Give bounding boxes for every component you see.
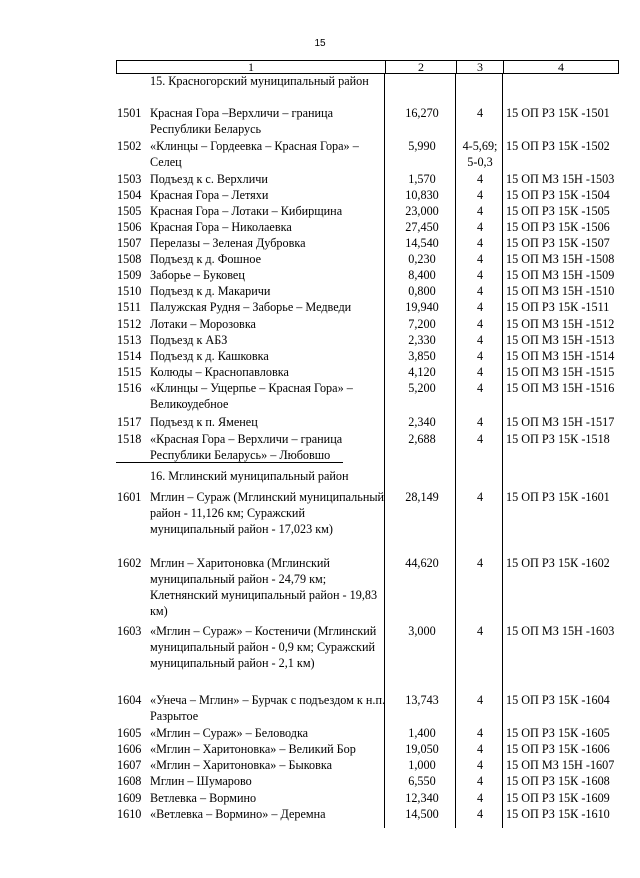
road-number: 1608	[117, 774, 142, 788]
road-code: 15 ОП МЗ 15Н -1607	[506, 758, 615, 772]
road-code: 15 ОП РЗ 15К -1506	[506, 220, 610, 234]
road-name: «Ветлевка – Вормино» – Деремна	[150, 807, 326, 821]
road-category: 4	[476, 172, 484, 186]
road-number: 1512	[117, 317, 142, 331]
road-length: 7,200	[408, 317, 436, 331]
road-name: Подъезд к д. Макаричи	[150, 284, 271, 298]
road-length: 5,200	[408, 381, 436, 395]
header-col-1: 1	[248, 60, 254, 74]
road-name: «Унеча – Мглин» – Бурчак с подъездом к н.п. Разрытое	[150, 693, 386, 723]
road-number: 1605	[117, 726, 142, 740]
road-category: 4	[476, 624, 484, 638]
road-name: Перелазы – Зеленая Дубровка	[150, 236, 306, 250]
road-number: 1607	[117, 758, 142, 772]
road-number: 1509	[117, 268, 142, 282]
road-length: 28,149	[405, 490, 439, 504]
page-number: 15	[314, 38, 326, 49]
road-length: 19,940	[405, 300, 439, 314]
road-length: 0,230	[408, 252, 436, 266]
road-code: 15 ОП РЗ 15К -1610	[506, 807, 610, 821]
road-category: 4	[476, 252, 484, 266]
header-col-4: 4	[558, 60, 564, 74]
road-number: 1513	[117, 333, 142, 347]
road-length: 1,570	[408, 172, 436, 186]
road-name: Красная Гора – Летяхи	[150, 188, 269, 202]
road-category: 4	[476, 220, 484, 234]
road-number: 1610	[117, 807, 142, 821]
road-length: 19,050	[405, 742, 439, 756]
road-name: Красная Гора – Николаевка	[150, 220, 292, 234]
road-number: 1517	[117, 415, 142, 429]
road-length: 44,620	[405, 556, 439, 570]
road-category: 4	[476, 333, 484, 347]
road-name: «Клинцы – Гордеевка – Красная Гора» – Селец	[150, 139, 359, 169]
section-title: 16. Мглинский муниципальный район	[150, 469, 349, 483]
road-category: 4	[476, 300, 484, 314]
road-category: 4	[476, 758, 484, 772]
road-length: 1,400	[408, 726, 436, 740]
road-code: 15 ОП РЗ 15К -1511	[506, 300, 610, 314]
road-category: 4	[476, 317, 484, 331]
road-code: 15 ОП РЗ 15К -1602	[506, 556, 610, 570]
road-category: 4	[476, 236, 484, 250]
road-number: 1514	[117, 349, 142, 363]
section-title: 15. Красногорский муниципальный район	[150, 74, 369, 88]
road-code: 15 ОП РЗ 15К -1504	[506, 188, 610, 202]
road-category: 4	[476, 791, 484, 805]
road-category: 4	[476, 349, 484, 363]
road-code: 15 ОП РЗ 15К -1502	[506, 139, 610, 153]
road-name: Палужская Рудня – Заборье – Медведи	[150, 300, 352, 314]
road-length: 23,000	[405, 204, 439, 218]
road-length: 3,000	[408, 624, 436, 638]
road-length: 16,270	[405, 106, 439, 120]
table-header	[116, 60, 619, 74]
road-code: 15 ОП РЗ 15К -1606	[506, 742, 610, 756]
road-name: Мглин – Шумарово	[150, 774, 252, 788]
road-category: 4-5,69; 5-0,3	[462, 139, 498, 169]
road-code: 15 ОП РЗ 15К -1505	[506, 204, 610, 218]
road-number: 1516	[117, 381, 142, 395]
road-code: 15 ОП МЗ 15Н -1503	[506, 172, 615, 186]
road-length: 1,000	[408, 758, 436, 772]
road-code: 15 ОП МЗ 15Н -1603	[506, 624, 615, 638]
road-code: 15 ОП МЗ 15Н -1516	[506, 381, 615, 395]
road-number: 1606	[117, 742, 142, 756]
road-code: 15 ОП МЗ 15Н -1508	[506, 252, 615, 266]
road-code: 15 ОП РЗ 15К -1605	[506, 726, 610, 740]
road-code: 15 ОП РЗ 15К -1608	[506, 774, 610, 788]
road-name: «Мглин – Сураж» – Костеничи (Мглинский муниципальный район - 0,9 км; Суражский муниципальный район - 2,1 км)	[150, 624, 377, 670]
road-category: 4	[476, 204, 484, 218]
road-number: 1504	[117, 188, 142, 202]
road-number: 1505	[117, 204, 142, 218]
road-name: Мглин – Харитоновка (Мглинский муниципальный район - 24,79 км; Клетнянский муниципальный район - 19,83 км)	[150, 556, 378, 618]
road-length: 6,550	[408, 774, 436, 788]
road-category: 4	[476, 693, 484, 707]
road-category: 4	[476, 774, 484, 788]
road-code: 15 ОП РЗ 15К -1507	[506, 236, 610, 250]
road-number: 1602	[117, 556, 142, 570]
road-code: 15 ОП МЗ 15Н -1512	[506, 317, 615, 331]
road-category: 4	[476, 188, 484, 202]
road-number: 1508	[117, 252, 142, 266]
road-code: 15 ОП МЗ 15Н -1513	[506, 333, 615, 347]
road-length: 2,330	[408, 333, 436, 347]
road-code: 15 ОП РЗ 15К -1604	[506, 693, 610, 707]
road-length: 10,830	[405, 188, 439, 202]
road-name: Лотаки – Морозовка	[150, 317, 256, 331]
road-name: Красная Гора –Верхличи – граница Республики Беларусь	[150, 106, 333, 136]
road-name: «Мглин – Харитоновка» – Великий Бор	[150, 742, 356, 756]
road-name: Подъезд к п. Яменец	[150, 415, 258, 429]
road-name: «Мглин – Сураж» – Беловодка	[150, 726, 309, 740]
road-number: 1511	[117, 300, 141, 314]
road-number: 1603	[117, 624, 142, 638]
road-category: 4	[476, 106, 484, 120]
road-code: 15 ОП МЗ 15Н -1514	[506, 349, 615, 363]
road-number: 1510	[117, 284, 142, 298]
road-length: 14,500	[405, 807, 439, 821]
road-number: 1609	[117, 791, 142, 805]
road-code: 15 ОП РЗ 15К -1609	[506, 791, 610, 805]
road-length: 14,540	[405, 236, 439, 250]
road-category: 4	[476, 415, 484, 429]
road-category: 4	[476, 807, 484, 821]
road-length: 5,990	[408, 139, 436, 153]
road-length: 3,850	[408, 349, 436, 363]
road-number: 1506	[117, 220, 142, 234]
road-name: «Клинцы – Ущерпье – Красная Гора» – Великоудебное	[150, 381, 353, 411]
road-name: Мглин – Сураж (Мглинский муниципальный район - 11,126 км; Суражский муниципальный район - 17,023 км)	[150, 490, 385, 536]
road-length: 2,340	[408, 415, 436, 429]
road-category: 4	[476, 365, 484, 379]
road-code: 15 ОП МЗ 15Н -1517	[506, 415, 615, 429]
road-name: Подъезд к АБЗ	[150, 333, 228, 347]
road-name: «Красная Гора – Верхличи – граница Республики Беларусь» – Любовшо	[150, 432, 343, 462]
road-name: Ветлевка – Вормино	[150, 791, 257, 805]
road-number: 1518	[117, 432, 142, 446]
road-category: 4	[476, 284, 484, 298]
road-length: 27,450	[405, 220, 439, 234]
road-code: 15 ОП РЗ 15К -1501	[506, 106, 610, 120]
header-col-2: 2	[418, 60, 424, 74]
road-name: Заборье – Буковец	[150, 268, 245, 282]
road-number: 1515	[117, 365, 142, 379]
road-length: 4,120	[408, 365, 436, 379]
road-code: 15 ОП РЗ 15К -1518	[506, 432, 610, 446]
road-name: Колюды – Краснопавловка	[150, 365, 289, 379]
road-number: 1507	[117, 236, 142, 250]
road-name: Подъезд к с. Верхличи	[150, 172, 268, 186]
road-name: Красная Гора – Лотаки – Кибирщина	[150, 204, 343, 218]
road-length: 12,340	[405, 791, 439, 805]
road-code: 15 ОП МЗ 15Н -1515	[506, 365, 615, 379]
road-code: 15 ОП МЗ 15Н -1509	[506, 268, 615, 282]
road-number: 1501	[117, 106, 142, 120]
road-name: Подъезд к д. Кашковка	[150, 349, 269, 363]
road-category: 4	[476, 490, 484, 504]
road-name: «Мглин – Харитоновка» – Быковка	[150, 758, 332, 772]
road-length: 2,688	[408, 432, 436, 446]
road-category: 4	[476, 556, 484, 570]
road-code: 15 ОП МЗ 15Н -1510	[506, 284, 615, 298]
road-length: 8,400	[408, 268, 436, 282]
road-code: 15 ОП РЗ 15К -1601	[506, 490, 610, 504]
road-number: 1502	[117, 139, 142, 153]
road-category: 4	[476, 742, 484, 756]
road-category: 4	[476, 381, 484, 395]
road-number: 1601	[117, 490, 142, 504]
road-length: 0,800	[408, 284, 436, 298]
road-category: 4	[476, 432, 484, 446]
road-number: 1503	[117, 172, 142, 186]
road-name: Подъезд к д. Фошное	[150, 252, 261, 266]
road-category: 4	[476, 726, 484, 740]
road-length: 13,743	[405, 693, 439, 707]
header-col-3: 3	[477, 60, 483, 74]
road-category: 4	[476, 268, 484, 282]
road-number: 1604	[117, 693, 142, 707]
